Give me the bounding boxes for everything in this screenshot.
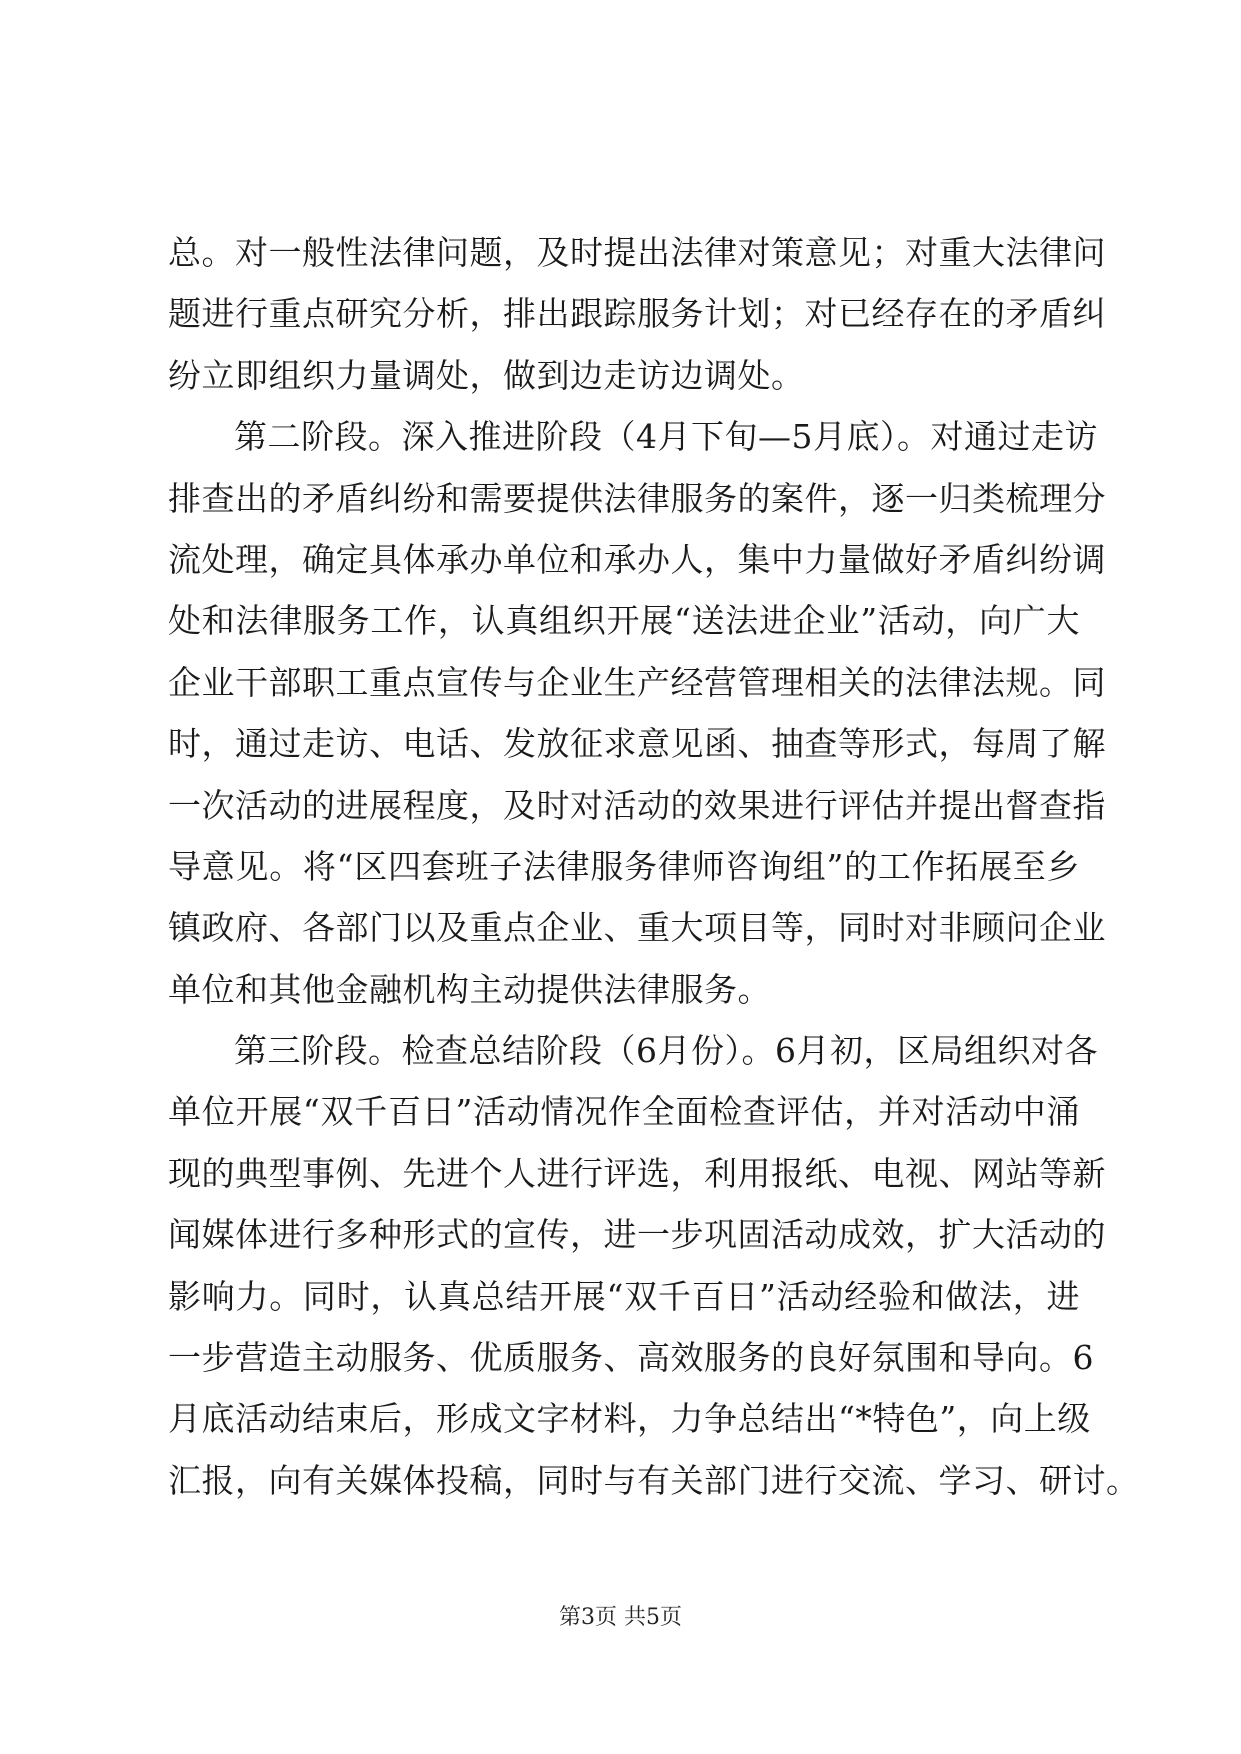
paragraph-2-line-7: 一次活动的进展程度，及时对活动的效果进行评估并提出督查指 <box>168 785 1106 825</box>
paragraph-2-line-9: 镇政府、各部门以及重点企业、重大项目等，同时对非顾问企业 <box>168 908 1106 948</box>
paragraph-2-line-6: 时，通过走访、电话、发放征求意见函、抽查等形式，每周了解 <box>168 724 1106 764</box>
paragraph-3-line-4: 闻媒体进行多种形式的宣传，进一步巩固活动成效，扩大活动的 <box>168 1215 1106 1255</box>
paragraph-3-line-3: 现的典型事例、先进个人进行评选，利用报纸、电视、网站等新 <box>168 1153 1106 1193</box>
paragraph-1-line-1: 总。对一般性法律问题，及时提出法律对策意见；对重大法律问 <box>168 233 1106 272</box>
paragraph-2-line-10: 单位和其他金融机构主动提供法律服务。 <box>168 969 771 1009</box>
paragraph-3-line-2: 单位开展“双千百日”活动情况作全面检查评估，并对活动中涌 <box>168 1092 1080 1132</box>
paragraph-1-line-2: 题进行重点研究分析，排出跟踪服务计划；对已经存在的矛盾纠 <box>168 294 1106 334</box>
paragraph-2-line-5: 企业干部职工重点宣传与企业生产经营管理相关的法律法规。同 <box>168 662 1106 702</box>
paragraph-2-line-2: 排查出的矛盾纠纷和需要提供法律服务的案件，逐一归类梳理分 <box>168 478 1106 518</box>
paragraph-3-line-7: 月底活动结束后，形成文字材料，力争总结出“*特色”，向上级 <box>168 1399 1091 1439</box>
paragraph-3-line-5: 影响力。同时，认真总结开展“双千百日”活动经验和做法，进 <box>168 1276 1080 1316</box>
paragraph-2-line-8: 导意见。将“区四套班子法律服务律师咨询组”的工作拓展至乡 <box>168 846 1080 886</box>
paragraph-2-line-3: 流处理，确定具体承办单位和承办人，集中力量做好矛盾纠纷调 <box>168 539 1106 579</box>
page-number-footer: 第3页 共5页 <box>559 1605 682 1630</box>
paragraph-2-line-1: 第二阶段。深入推进阶段（4月下旬—5月底）。对通过走访 <box>234 417 1098 457</box>
paragraph-1-line-3: 纷立即组织力量调处，做到边走访边调处。 <box>168 355 805 395</box>
paragraph-2-line-4: 处和法律服务工作，认真组织开展“送法进企业”活动，向广大 <box>168 601 1080 641</box>
paragraph-3-line-8: 汇报，向有关媒体投稿，同时与有关部门进行交流、学习、研讨。 <box>168 1460 1140 1500</box>
document-body <box>168 222 1140 1511</box>
paragraph-3-line-6: 一步营造主动服务、优质服务、高效服务的良好氛围和导向。6 <box>168 1338 1094 1378</box>
paragraph-3-line-1: 第三阶段。检查总结阶段（6月份）。6月初，区局组织对各 <box>234 1031 1098 1071</box>
